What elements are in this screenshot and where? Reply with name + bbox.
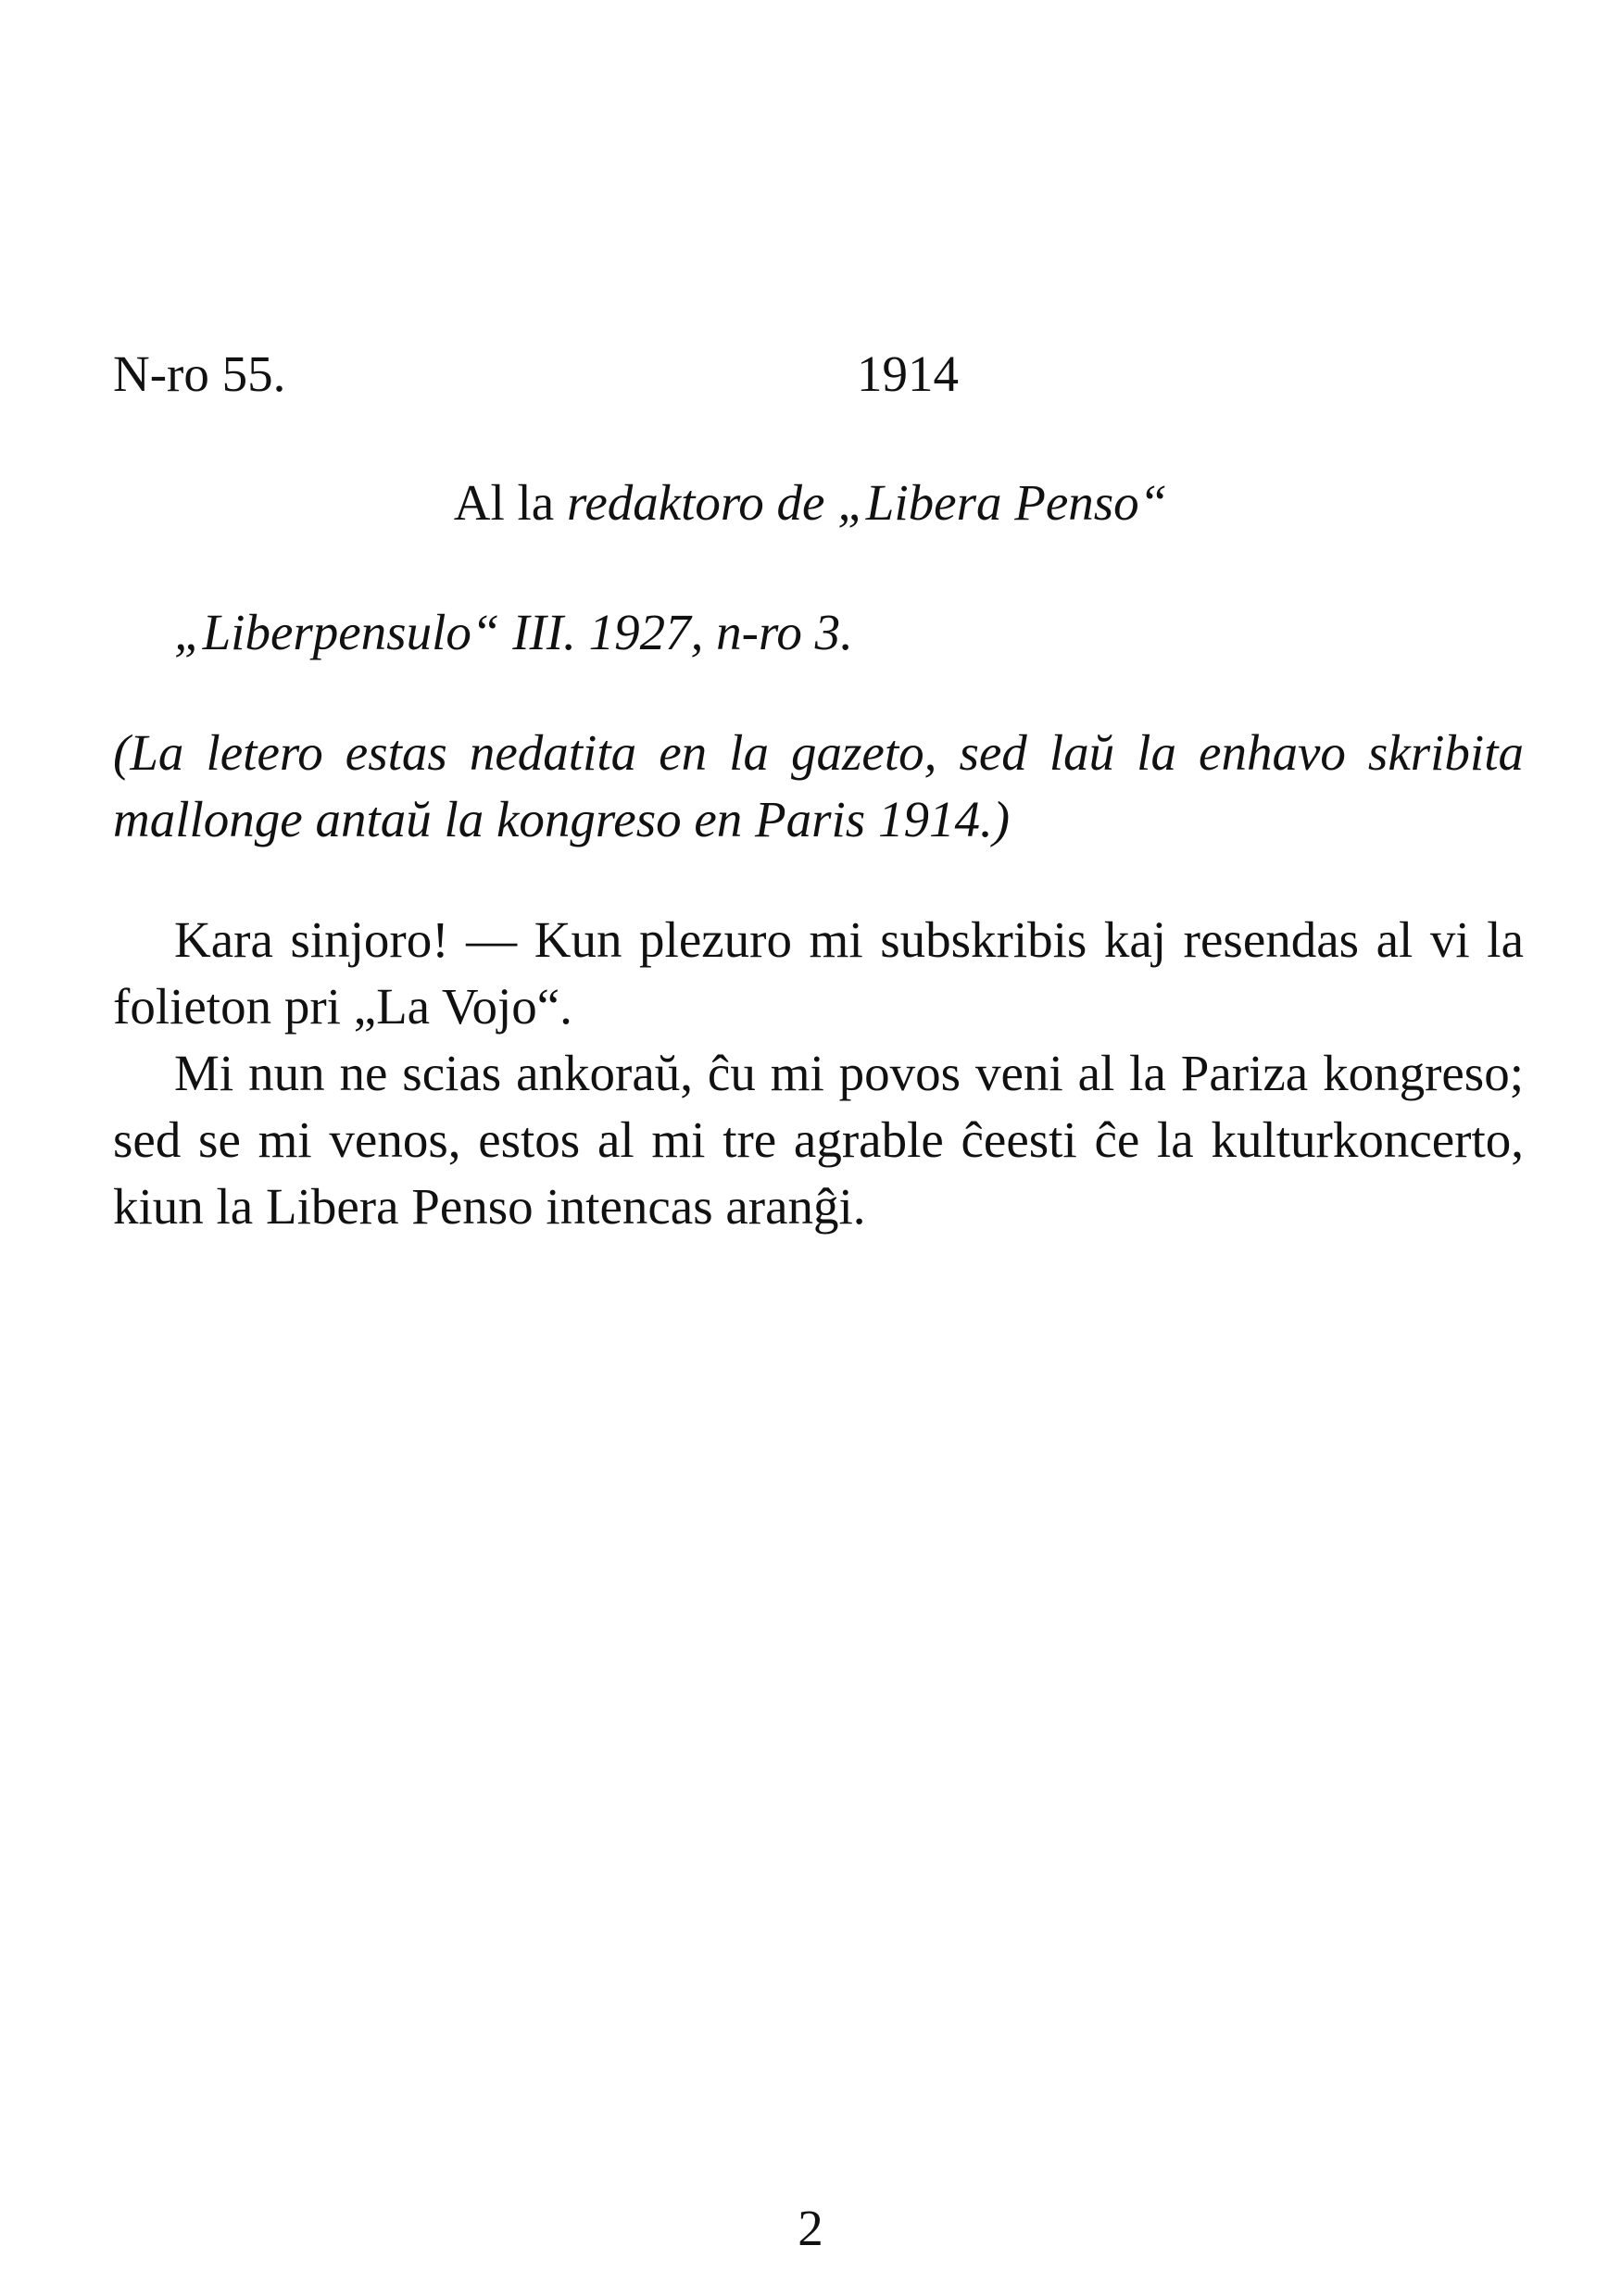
body-paragraph-2: Mi nun ne scias ankoraŭ, ĉu mi povos veni al la Pariza kongreso; sed se mi venos, estos al mi tre agrable ĉeesti ĉe la kulturkoncerto, kiun la Libera Penso intencas aranĝi. [113,1045,1524,1235]
page-number: 2 [798,2200,823,2256]
letter-number: N-ro 55. [113,345,286,402]
letter-year: 1914 [857,345,959,402]
addressee-recipient: redaktoro de „Libera Penso“ [566,474,1168,531]
body-paragraph-1: Kara sinjoro! — Kun plezuro mi subskribis kaj resendas al vi la folieton pri „La Vojo“. [113,911,1524,1035]
editorial-note: (La letero estas nedatita en la gazeto, sed laŭ la enhavo skribita mallonge antaŭ la kongreso en Paris 1914.) [113,724,1524,847]
addressee-prefix: Al la [453,474,567,531]
addressee-line [0,470,1621,536]
source-citation: „Liberpensulo“ III. 1927, n-ro 3. [174,604,853,660]
